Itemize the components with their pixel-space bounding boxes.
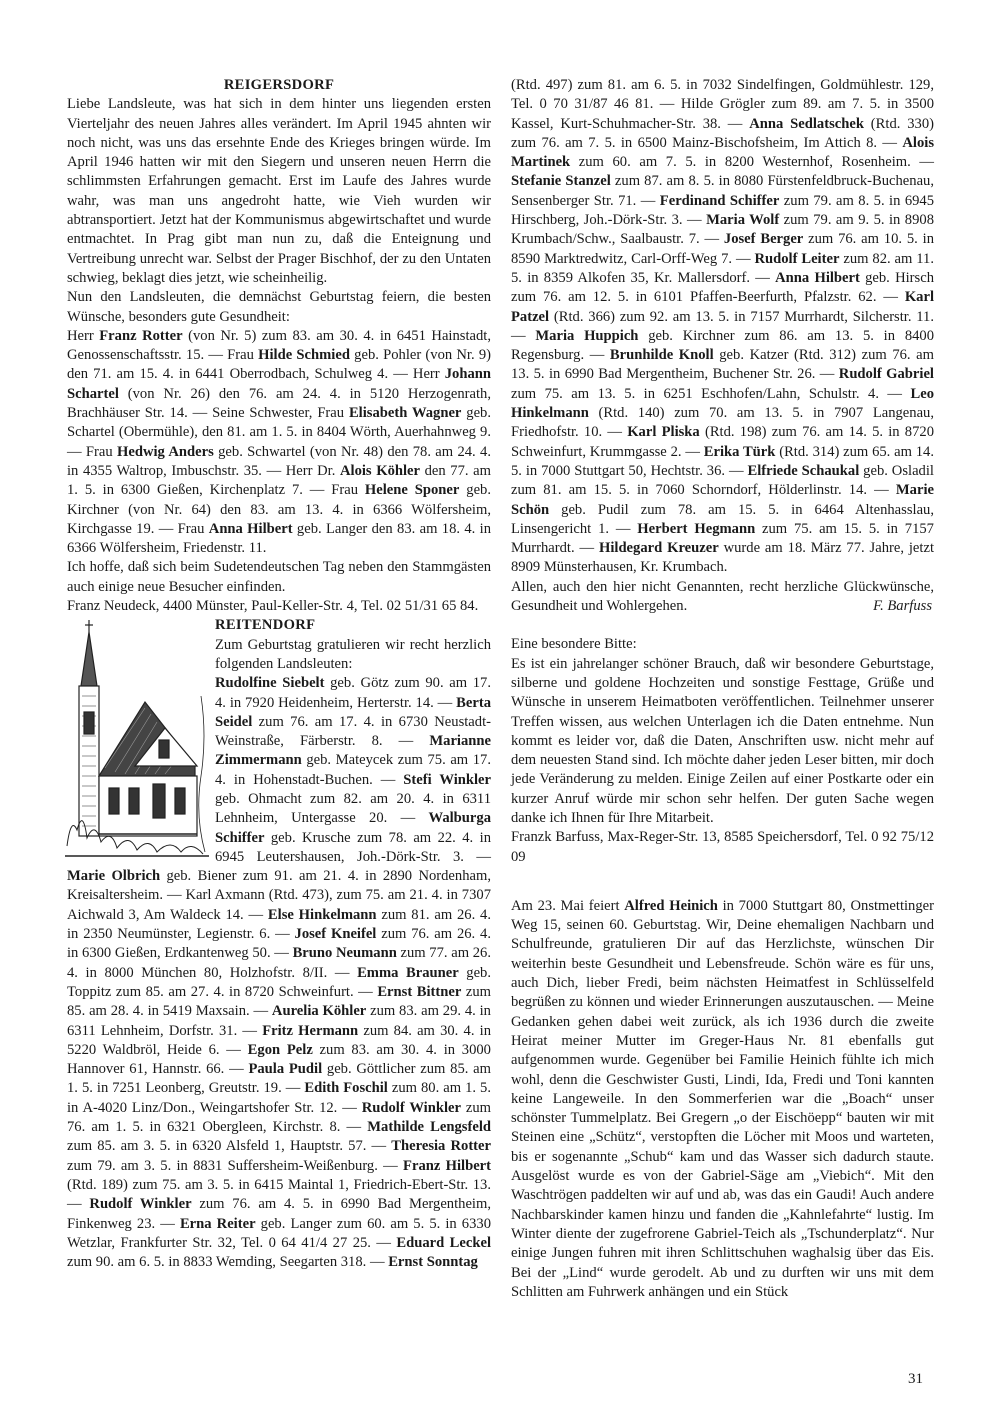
birthday-name: Aurelia Köhler [271, 1003, 367, 1020]
birthday-name: Brunhilde Knoll [609, 347, 714, 364]
birthday-name: Hedwig Anders [117, 443, 214, 460]
reitendorf-heading: REITENDORF [215, 617, 316, 634]
spacer [511, 616, 934, 635]
birthday-name: Anna Sedlatschek [749, 115, 864, 132]
closing-wishes: Allen, auch den hier nicht Genannten, recht herzliche Glückwünsche, Gesundheit und Wohlergehen. F. Barfuss [511, 578, 934, 617]
birthday-name: Karl Pliska [627, 424, 700, 441]
page-number: 31 [908, 1371, 923, 1387]
birthday-name: Rudolf Winkler [89, 1196, 192, 1213]
request-heading: Eine besondere Bitte: [511, 636, 637, 653]
birthday-name: Paula Pudil [248, 1061, 323, 1078]
birthday-name: Alfred Heinich [624, 897, 718, 914]
reigersdorf-birthday-list: Herr Franz Rotter (von Nr. 5) zum 83. am 30. 4. in 6451 Hainstadt, Genossenschaftsstr. 15. — Frau Hilde Schmied geb. Pohler (von Nr. 9) den 71. am 15. 4. in 6441 Oberrodbach, Schulweg 4. — Herr Johann Schartel (von Nr. 26) den 76. am 24. 4. in 5120 Herzogenrath, Brachhäuser Str. 14. — Seine Schwester, Frau Elisabeth Wagner geb. Schartel (Obermühle), den 81. am 1. 5. in 8404 Wörth, Auerhahnweg 9. — Frau Hedwig Anders geb. Schwartel (von Nr. 48) den 78. am 24. 4. in 4355 Waltrop, Imbuschstr. 35. — Herr Dr. Alois Köhler den 77. am 1. 5. in 6300 Gießen, Kirchenplatz 7. — Frau Helene Sponer geb. Kirchner (von Nr. 64) den 83. am 13. 4. in 6366 Wölfersheim, Kirchgasse 19. — Frau Anna Hilbert geb. Langer den 83. am 18. 4. in 6366 Wölfersheim, Friedenstr. 11. [67, 327, 492, 557]
request-text: Es ist ein jahrelanger schöner Brauch, daß wir besondere Geburtstage, silberne und goldene Hochzeiten und sonstige Festtage, Grüße und Wünsche in unserem Heimatboten veröffentlichen. Teilnehmer unserer Treffen wissen, aus welchen Unterlagen ich die Daten entnehme. Nun kommt es leider vor, daß die Daten, Anschriften usw. nicht mehr auf dem neuesten Stand sind. Ich möchte daher jeden Leser bitten, mir doch jede Veränderung zu melden. Einige Zeilen auf einer Postkarte oder ein kurzer Anruf würde mir schon sehr helfen. Der guten Sache wegen danke ich Ihnen für Ihre Mitarbeit. [511, 655, 934, 826]
birthday-name: Egon Pelz [247, 1041, 313, 1058]
birthday-name: Maria Wolf [706, 212, 780, 229]
birthday-name: Ernst Bittner [377, 983, 462, 1000]
birthday-name: Franz Hilbert [403, 1157, 492, 1174]
birthday-name: Else Hinkelmann [267, 906, 377, 923]
birthday-name: Rudolf Gabriel [838, 366, 934, 383]
birthday-name: Herbert Hegmann [637, 520, 756, 537]
birthday-name: Marianne Zimmermann [215, 733, 491, 769]
signature: F. Barfuss [873, 598, 932, 615]
birthday-name: Marie Schön [511, 482, 934, 518]
birthday-name: Franz Rotter [99, 327, 183, 344]
birthday-name: Theresia Rotter [391, 1138, 491, 1155]
reigersdorf-intro: Liebe Landsleute, was hat sich in dem hinter uns liegenden ersten Vierteljahr des neuen Jahres alles verändert. Im April 1945 ahnten wir noch nicht, was uns das ersehnte Ende des Krieges bringen würde. Im April 1946 hatten wir mit den Siegern und unseren neuen Herrn die schlimmsten Erfahrungen gemacht. Erst im Laufe des Jahres wurde wahr, was man uns angedroht hatte, wie Vieh wurden wir abtransportiert. Jetzt hat der Kommunismus abgewirtschaftet und wurde entmachtet. In Prag gibt man nun zu, daß die Enteignung und Vertreibung unrecht war. Selbst der Prager Bischhof, der zu den Untaten schwieg, beklagt dies jetzt, wie scheinheilig. [67, 96, 491, 286]
birthday-name: Marie Olbrich [67, 868, 161, 885]
birthday-list-continued: (Rtd. 497) zum 81. am 6. 5. in 7032 Sindelfingen, Goldmühlestr. 129, Tel. 0 70 31/87 46 81. — Hilde Grögler zum 89. am 7. 5. in 3500 Kassel, Kurt-Schuhmacher-Str. 38. — Anna Sedlatschek (Rtd. 330) zum 76. am 7. 5. in 6500 Mainz-Bischofsheim, Im Attich 8. — Alois Martinek zum 60. am 7. 5. in 8200 Westernhof, Rosenheim. — Stefanie Stanzel zum 87. am 8. 5. in 8080 Fürstenfeldbruck-Buchenau, Sensenberger Str. 71. — Ferdinand Schiffer zum 79. am 8. 5. in 6945 Hirschberg, Joh.-Dörk-Str. 3. — Maria Wolf zum 79. am 9. 5. in 8908 Krumbach/Schw., Saalbaustr. 7. — Josef Berger zum 76. am 10. 5. in 8590 Marktredwitz, Carl-Orff-Weg 7. — Rudolf Leiter zum 82. am 11. 5. in 8359 Alkofen 35, Kr. Mallersdorf. — Anna Hilbert geb. Hirsch zum 76. am 12. 5. in 6101 Pfaffen-Beerfurth, Pfalzstr. 62. — Karl Patzel (Rtd. 366) zum 92. am 13. 5. in 7157 Murrhardt, Silcherstr. 11. — Maria Huppich geb. Kirchner zum 86. am 13. 5. in 8400 Regensburg. — Brunhilde Knoll geb. Katzer (Rtd. 312) zum 76. am 13. 5. in 6990 Bad Mergentheim, Buchener Str. 26. — Rudolf Gabriel zum 75. am 13. 5. in 6251 Eschhofen/Lahn, Schulstr. 4. — Leo Hinkelmann (Rtd. 140) zum 70. am 13. 5. in 7907 Langenau, Friedhofstr. 10. — Karl Pliska (Rtd. 198) zum 76. am 14. 5. in 8720 Schweinfurt, Krummgasse 2. — Erika Türk (Rtd. 314) zum 65. am 14. 5. in 7000 Stuttgart 50, Hechtstr. 36. — Elfriede Schaukal geb. Osladil zum 81. am 15. 5. in 7060 Schorndorf, Hölderlinstr. 14. — Marie Schön geb. Pudil zum 78. am 15. 5. in 6464 Altenhasslau, Linsengericht 1. — Herbert Hegmann zum 75. am 15. 5. in 7157 Murrhardt. — Hildegard Kreuzer wurde am 18. März 77. Jahre, jetzt 8909 Münsterhausen, Kr. Krumbach. [511, 77, 935, 576]
birthday-name: Mathilde Lengsfeld [367, 1119, 491, 1136]
right-column [511, 76, 934, 1302]
birthday-name: Eduard Leckel [396, 1234, 491, 1251]
birthday-name: Maria Huppich [535, 327, 639, 344]
birthday-name: Alois Köhler [339, 462, 420, 479]
reigersdorf-heading: REIGERSDORF [223, 77, 335, 93]
birthday-name: Rudolf Leiter [754, 250, 840, 267]
reigersdorf-author: Franz Neudeck, 4400 Münster, Paul-Keller-Str. 4, Tel. 02 51/31 65 84. [67, 598, 479, 615]
birthday-name: Stefanie Stanzel [511, 173, 611, 190]
birthday-name: Emma Brauner [357, 964, 459, 981]
birthday-name: Fritz Hermann [262, 1022, 359, 1039]
birthday-name: Karl Patzel [511, 289, 934, 325]
birthday-name: Ernst Sonntag [388, 1254, 478, 1271]
birthday-name: Walburga Schiffer [215, 810, 491, 846]
birthday-name: Helene Sponer [364, 482, 460, 499]
left-column [67, 76, 491, 1272]
birthday-name: Hilde Schmied [258, 347, 350, 364]
birthday-name: Johann Schartel [67, 366, 491, 402]
birthday-name: Alois Martinek [511, 134, 934, 171]
birthday-name: Elfriede Schaukal [747, 462, 860, 479]
birthday-name: Anna Hilbert [208, 520, 293, 537]
church-drawing [65, 616, 209, 858]
reitendorf-birthday-list: Rudolfine Siebelt geb. Götz zum 90. am 17. 4. in 7920 Heidenheim, Herterstr. 14. — Berta Seidel zum 76. am 17. 4. in 6730 Neustadt-Weinstraße, Färberstr. 8. — Marianne Zimmermann geb. Mateycek zum 75. am 17. 4. in Hohenstadt-Buchen. — Stefi Winkler geb. Ohmacht zum 82. am 20. 4. in 6311 Lehnheim, Untergasse 20. — Walburga Schiffer geb. Krusche zum 78. am 22. 4. in 6945 Leutershausen, Joh.-Dörk-Str. 3. — Marie Olbrich geb. Biener zum 91. am 21. 4. in 2890 Nordenham, Kreisaltersheim. — Karl Axmann (Rtd. 473), zum 75. am 21. 4. in 7307 Aichwald 3, Am Waldeck 14. — Else Hinkelmann zum 81. am 26. 4. in 2350 Neumünster, Legienstr. 6. — Josef Kneifel zum 76. am 26. 4. in 6300 Gießen, Erdkantenweg 50. — Bruno Neumann zum 77. am 26. 4. in 8000 München 80, Holzhofstr. 8/II. — Emma Brauner geb. Toppitz zum 85. am 27. 4. in 8720 Schweinfurt. — Ernst Bittner zum 85. am 28. 4. in 5419 Maxsain. — Aurelia Köhler zum 83. am 29. 4. in 6311 Lehnheim, Dorfstr. 31. — Fritz Hermann zum 84. am 30. 4. in 5220 Waldbröl, Heide 6. — Egon Pelz zum 83. am 30. 4. in 3000 Hannover 61, Hannstr. 66. — Paula Pudil geb. Göttlicher zum 85. am 1. 5. in 7251 Leonberg, Greutstr. 19. — Edith Foschil zum 80. am 1. 5. in A-4020 Linz/Don., Weingartshofer Str. 12. — Rudolf Winkler zum 76. am 1. 5. in 6321 Obergleen, Kirchstr. 8. — Mathilde Lengsfeld zum 85. am 3. 5. in 6320 Alsfeld 1, Hauptstr. 57. — Theresia Rotter zum 79. am 3. 5. in 8831 Suffersheim-Weißenburg. — Franz Hilbert (Rtd. 189) zum 75. am 3. 5. in 6415 Maintal 1, Friedrich-Ebert-Str. 13. — Rudolf Winkler zum 76. am 4. 5. in 6990 Bad Mergentheim, Finkenweg 23. — Erna Reiter geb. Langer zum 60. am 5. 5. in 6330 Wetzlar, Frankfurter Str. 32, Tel. 0 64 41/4 27 25. — Eduard Leckel zum 90. am 6. 5. in 8833 Wemding, Seegarten 318. — Ernst Sonntag [67, 675, 492, 1271]
birthday-name: Rudolf Winkler [361, 1099, 461, 1116]
request-author: Franzk Barfuss, Max-Reger-Str. 13, 8585 Speichersdorf, Tel. 0 92 75/12 09 [511, 829, 934, 865]
birthday-name: Ferdinand Schiffer [659, 192, 780, 209]
birthday-name: Anna Hilbert [775, 269, 860, 286]
birthday-name: Erna Reiter [179, 1215, 256, 1232]
birthday-name: Berta Seidel [215, 694, 491, 730]
reigersdorf-wishes-intro: Nun den Landsleuten, die demnächst Geburtstag feiern, die besten Wünsche, besonders gute Gesundheit: [67, 289, 491, 325]
birthday-name: Rudolfine Siebelt [215, 675, 325, 692]
birthday-name: Leo Hinkelmann [511, 385, 934, 422]
reitendorf-intro: Zum Geburtstag gratulieren wir recht herzlich folgenden Landsleuten: [215, 636, 491, 672]
birthday-name: Bruno Neumann [292, 945, 397, 962]
heinich-article: Am 23. Mai feiert Alfred Heinich in 7000 Stuttgart 80, Onstmettinger Weg 15, seinen 60. Geburtstag. Wir, Deine ehemaligen Nachbarn und Schulfreunde, gratulieren Dir auf das Herzlichste, wünschen Dir weiterhin beste Gesundheit und Lebensfreude. Schön wäre es für uns, auch Dich, lieber Fredi, beim nächsten Heimatfest in Schlüsselfeld begrüßen zu können und wieder Erinnerungen auszutauschen. — Meine Gedanken gehen dabei weit zurück, als ich 1936 durch die zweite Heirat meiner Mutter im Greger-Haus Nr. 81 ebenfalls gut aufgenommen wurde. Gegenüber bei Familie Heinich fühlte ich mich wohl, denn die Geschwister Gusti, Lindi, Ida, Fredi und Toni kannten keine Langeweile. In den Sommerferien war die „Boach“ unser schönster Tummelplatz. Bei Gregern „o der Eischöepp“ bauten wir mit Steinen eine „Schütz“, verstopften die Löcher mit Moos und warteten, bis er sogenannte „Schub“ kam und das Wasser sich dadurch staute. Ausgelöst wurde es von der Gabriel-Säge am „Viebich“. Mit den Waschtrögen paddelten wir auf und ab, was das ein Gaudi! Auch andere Nachbarskinder kamen hinzu und fanden die „Kahnlefahrte“ lustig. Im Winter diente der zugefrorene Gabriel-Teich als „Tschunderplatz“. Nur einige Jungen fuhren mit ihren Schlittschuhen waghalsig über das Eis. Bei der „Lind“ wurde gerodelt. Ab und zu durften wir uns mit dem Schlitten am Fuhrwerk anhängen und ein Stück [511, 897, 934, 1300]
reigersdorf-hope: Ich hoffe, daß sich beim Sudetendeutschen Tag neben den Stammgästen auch einige neue Besucher einfinden. [67, 559, 491, 595]
church-illustration [65, 616, 209, 858]
birthday-name: Stefi Winkler [403, 771, 491, 788]
birthday-name: Edith Foschil [304, 1080, 388, 1097]
birthday-name: Erika Türk [703, 443, 776, 460]
spacer [511, 867, 934, 897]
birthday-name: Josef Berger [723, 231, 804, 248]
birthday-name: Hildegard Kreuzer [598, 540, 719, 557]
birthday-name: Josef Kneifel [294, 926, 377, 943]
birthday-name: Elisabeth Wagner [348, 405, 462, 422]
